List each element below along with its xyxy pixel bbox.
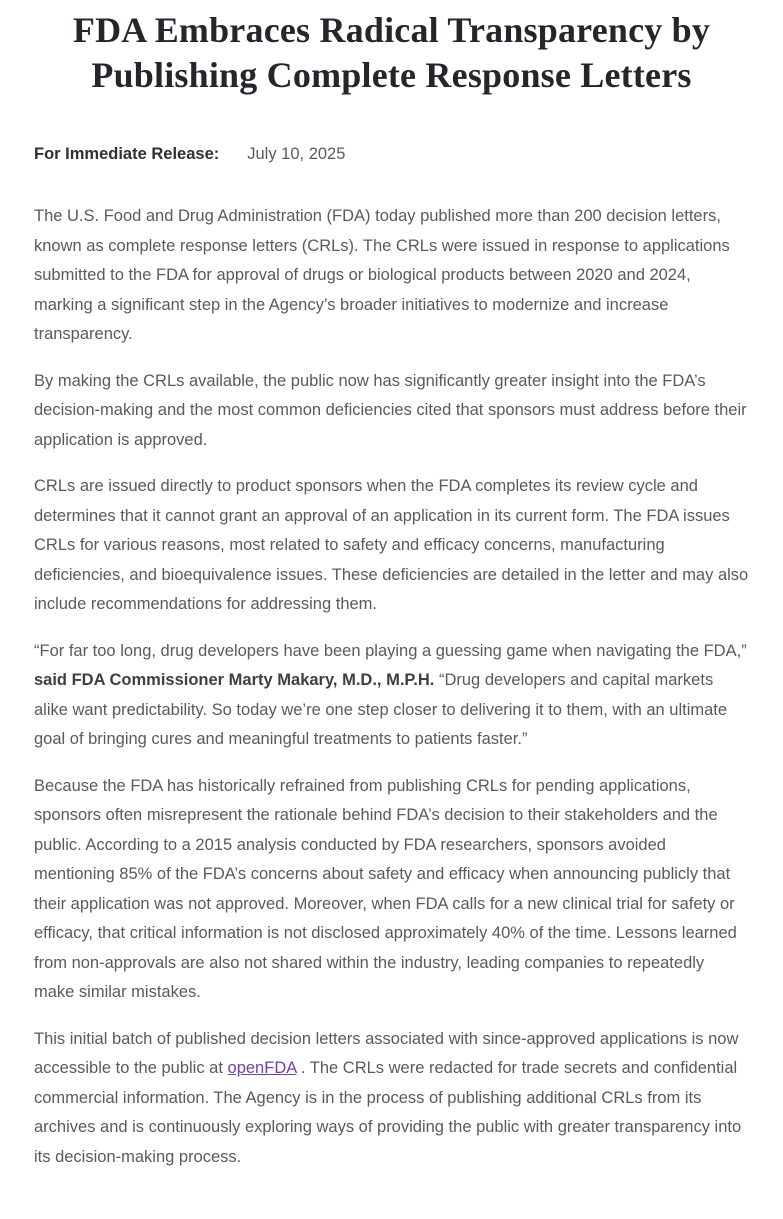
openfda-link[interactable]: openFDA — [227, 1059, 297, 1077]
release-date: July 10, 2025 — [247, 145, 346, 163]
text-run: . The CRLs were redacted for trade secrets and confidential commercial information. The Agency is in the process of publishing additional CRLs from its archives and is continuously exploring ways of providing the public with greater transparency into its decision-making process. — [34, 1059, 742, 1166]
bold-text-run: said FDA Commissioner Marty Makary, M.D., M.P.H. — [34, 671, 435, 689]
text-run: “For far too long, drug developers have been playing a guessing game when navigating the FDA,” — [34, 641, 747, 660]
paragraph — [34, 637, 749, 755]
article-body — [34, 202, 749, 1172]
text-run: “Drug developers and capital markets alike want predictability. So today we’re one step closer to delivering it to them, with an ultimate goal of bringing cures and meaningful treatments to patients faster.” — [34, 671, 728, 748]
page-title: FDA Embraces Radical Transparency by Publishing Complete Response Letters — [72, 10, 711, 95]
release-label: For Immediate Release: — [34, 145, 220, 163]
text-run: Because the FDA has historically refrained from publishing CRLs for pending applications, sponsors often misrepresent the rationale behind FDA’s decision to their stakeholders and the public. According to a 2015 analysis conducted by FDA researchers, sponsors avoided mentioning 85% of the FDA’s concerns about safety and efficacy when announcing publicly that their application was not approved. Moreover, when FDA calls for a new clinical trial for safety or efficacy, that critical information is not disclosed approximately 40% of the time. Lessons learned from non-approvals are also not shared within the industry, leading companies to repeatedly make similar mistakes. — [34, 776, 737, 1001]
paragraph — [34, 772, 749, 1008]
text-run: This initial batch of published decision letters associated with since-approved applications is now accessible to the public at — [34, 1029, 739, 1077]
paragraph — [34, 472, 749, 620]
text-run: By making the CRLs available, the public now has significantly greater insight into the FDA’s decision-making and the most common deficiencies cited that sponsors must address before their application is approved. — [34, 371, 747, 449]
release-info-row — [34, 144, 749, 164]
paragraph — [34, 367, 749, 456]
paragraph — [34, 1025, 749, 1173]
text-run: CRLs are issued directly to product sponsors when the FDA completes its review cycle and determines that it cannot grant an approval of an application in its current form. The FDA issues CRLs for various reasons, most related to safety and efficacy concerns, manufacturing deficiencies, and bioequivalence issues. These deficiencies are detailed in the letter and may also include recommendations for addressing them. — [34, 477, 749, 613]
text-run: The U.S. Food and Drug Administration (FDA) today published more than 200 decision letters, known as complete response letters (CRLs). The CRLs were issued in response to applications submitted to the FDA for approval of drugs or biological products between 2020 and 2024, marking a significant step in the Agency’s broader initiatives to modernize and increase transparency. — [34, 207, 730, 343]
paragraph — [34, 202, 749, 350]
